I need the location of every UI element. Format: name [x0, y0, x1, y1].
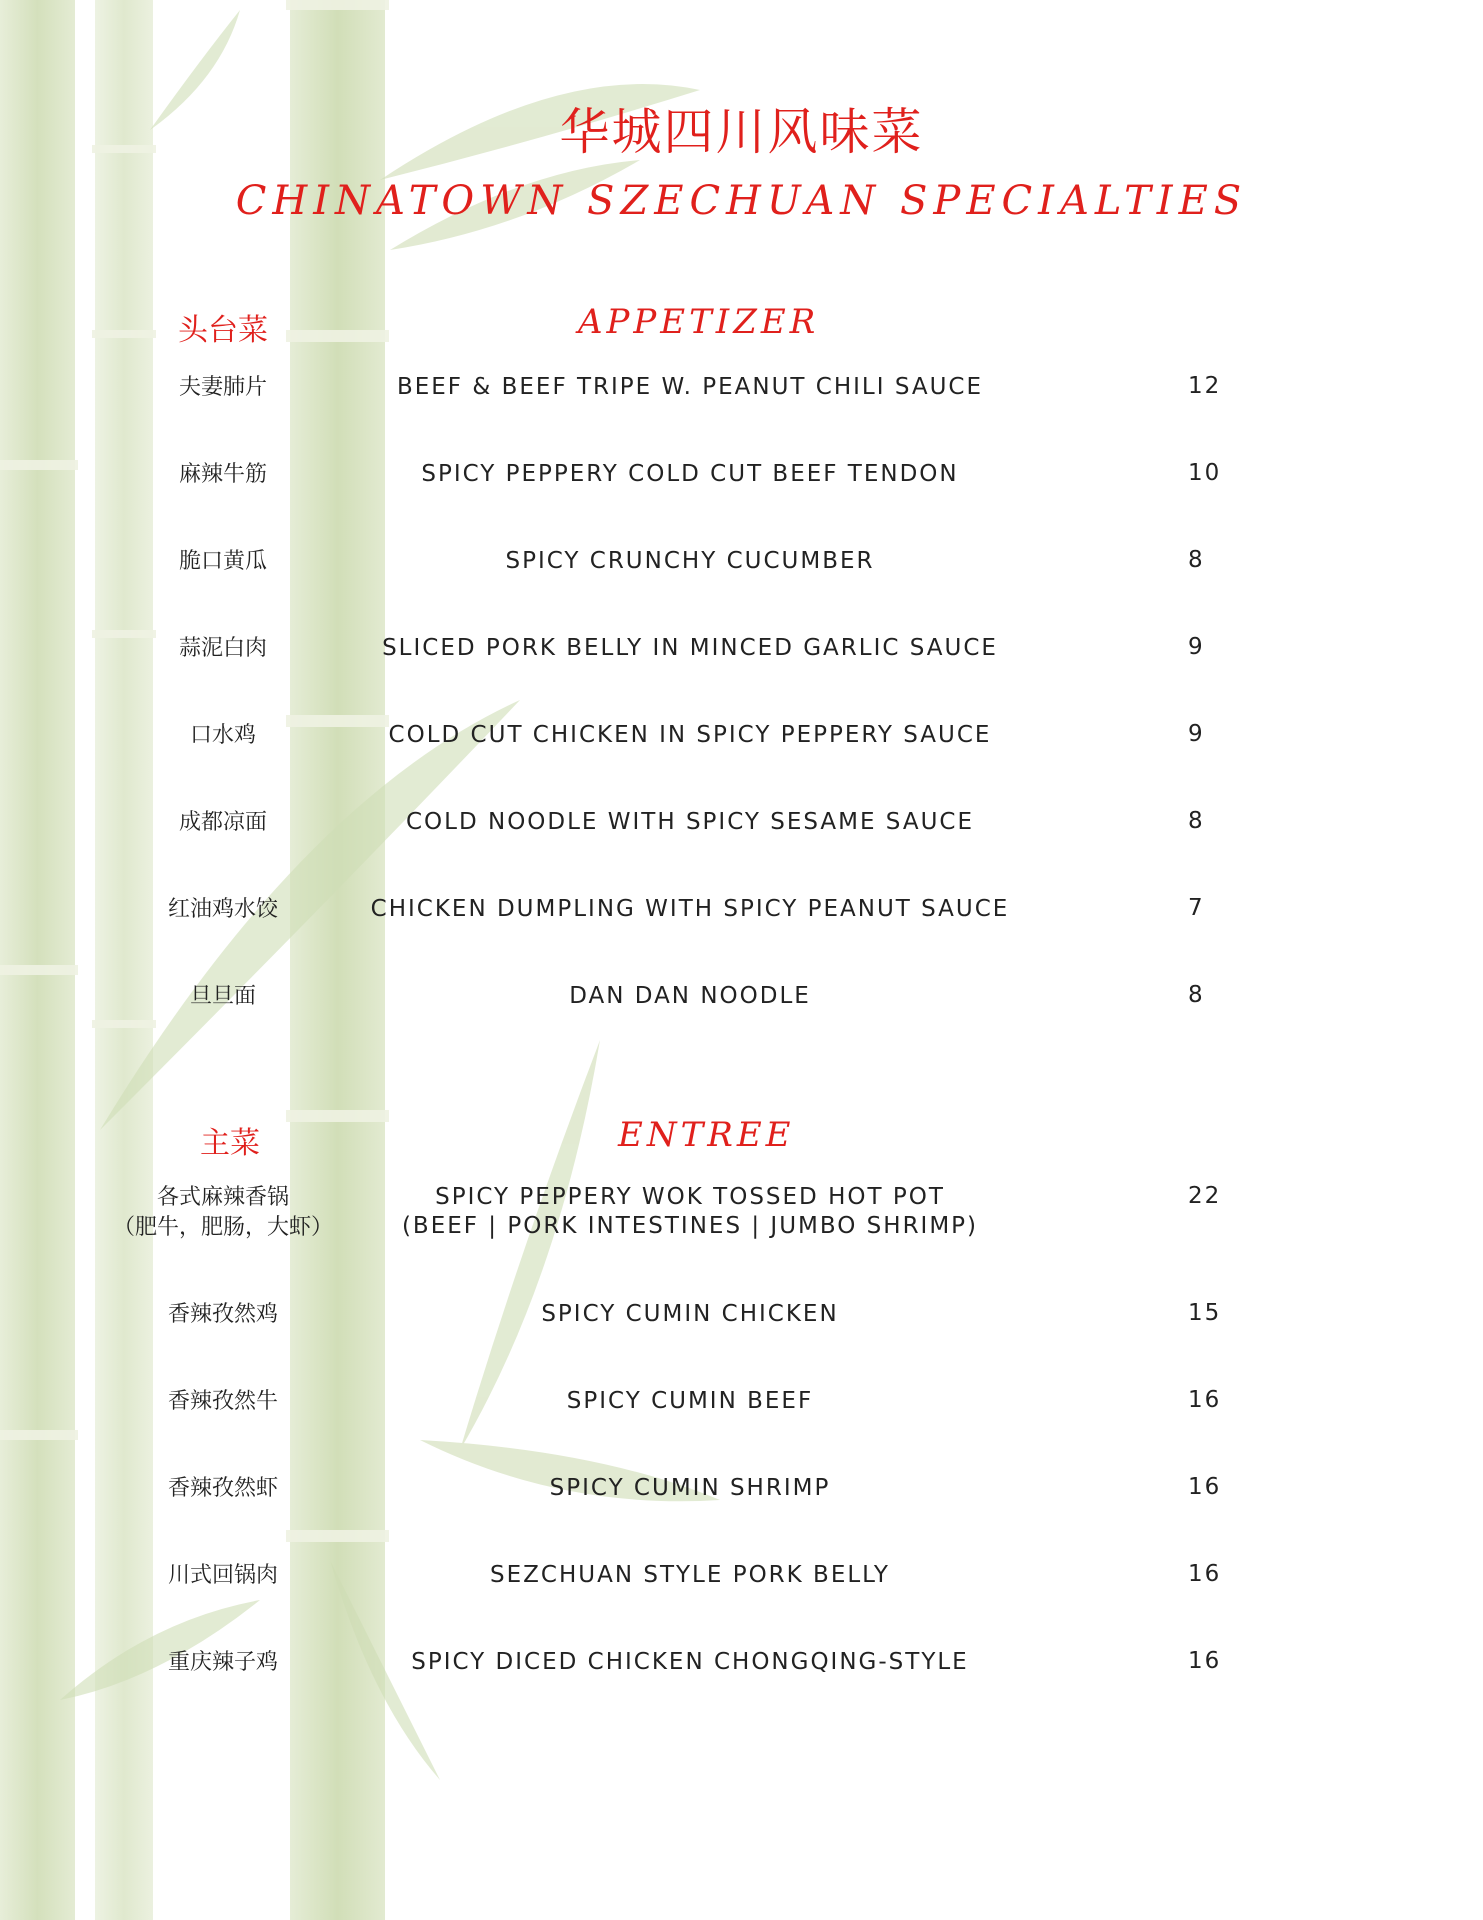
dish-name-chinese: 旦旦面: [189, 984, 256, 1009]
dish-price: 10: [1188, 460, 1222, 486]
dish-name-english: SPICY CUMIN BEEF: [566, 1388, 814, 1414]
dish-name-english-line1: SPICY PEPPERY WOK TOSSED HOT POT: [435, 1184, 945, 1210]
entree-heading-chinese: 主菜: [200, 1126, 260, 1161]
dish-name-english: SEZCHUAN STYLE PORK BELLY: [490, 1562, 890, 1588]
dish-name-english: BEEF & BEEF TRIPE W. PEANUT CHILI SAUCE: [396, 374, 984, 400]
dish-name-chinese: 口水鸡: [189, 723, 256, 748]
dish-name-chinese: 香辣孜然虾: [167, 1476, 278, 1501]
dish-name-chinese: 川式回锅肉: [167, 1563, 278, 1588]
dish-options-english: (BEEF | PORK INTESTINES | JUMBO SHRIMP): [401, 1213, 979, 1239]
dish-price: 22: [1188, 1183, 1222, 1209]
dish-name-chinese: 重庆辣子鸡: [167, 1650, 278, 1675]
menu-title-chinese: 华城四川风味菜: [559, 103, 924, 161]
dish-name-english: SLICED PORK BELLY IN MINCED GARLIC SAUCE: [382, 635, 998, 661]
dish-name-chinese: 香辣孜然牛: [167, 1389, 278, 1414]
menu-title-english: CHINATOWN SZECHUAN SPECIALTIES: [235, 178, 1248, 224]
dish-price: 8: [1188, 547, 1205, 573]
dish-price: 9: [1188, 721, 1205, 747]
dish-name-chinese: 香辣孜然鸡: [167, 1302, 278, 1327]
dish-name-chinese: 麻辣牛筋: [178, 462, 267, 487]
dish-options-chinese: （肥牛，肥肠，大虾）: [112, 1215, 333, 1240]
appetizer-heading-chinese: 头台菜: [178, 313, 268, 348]
dish-price: 16: [1188, 1474, 1222, 1500]
dish-name-english: CHICKEN DUMPLING WITH SPICY PEANUT SAUCE: [370, 896, 1010, 922]
dish-price: 9: [1188, 634, 1205, 660]
dish-price: 12: [1188, 373, 1222, 399]
dish-price: 7: [1188, 895, 1205, 921]
dish-name-chinese: [108, 1183, 338, 1243]
appetizer-heading-english: APPETIZER: [578, 302, 820, 342]
dish-name-chinese-line1: 各式麻辣香锅: [156, 1185, 289, 1210]
dish-name-english: SPICY CRUNCHY CUCUMBER: [505, 548, 875, 574]
dish-name-chinese: 成都凉面: [178, 810, 267, 835]
dish-price: 15: [1188, 1300, 1222, 1326]
dish-name-english: DAN DAN NOODLE: [569, 983, 811, 1009]
dish-name-english: SPICY PEPPERY COLD CUT BEEF TENDON: [421, 461, 959, 487]
dish-name-english: SPICY CUMIN CHICKEN: [541, 1301, 839, 1327]
dish-name-chinese: 脆口黄瓜: [178, 549, 267, 574]
dish-name-english: [360, 1183, 1020, 1241]
dish-name-english: SPICY DICED CHICKEN CHONGQING-STYLE: [411, 1649, 969, 1675]
dish-price: 8: [1188, 808, 1205, 834]
dish-name-english: COLD CUT CHICKEN IN SPICY PEPPERY SAUCE: [388, 722, 992, 748]
dish-price: 16: [1188, 1387, 1222, 1413]
dish-price: 16: [1188, 1561, 1222, 1587]
dish-price: 16: [1188, 1648, 1222, 1674]
dish-name-english: COLD NOODLE WITH SPICY SESAME SAUCE: [406, 809, 974, 835]
entree-heading-english: ENTREE: [618, 1115, 795, 1155]
dish-name-chinese: 蒜泥白肉: [178, 636, 267, 661]
dish-name-english: SPICY CUMIN SHRIMP: [549, 1475, 831, 1501]
dish-price: 8: [1188, 982, 1205, 1008]
dish-name-chinese: 夫妻肺片: [178, 375, 267, 400]
dish-name-chinese: 红油鸡水饺: [167, 897, 278, 922]
